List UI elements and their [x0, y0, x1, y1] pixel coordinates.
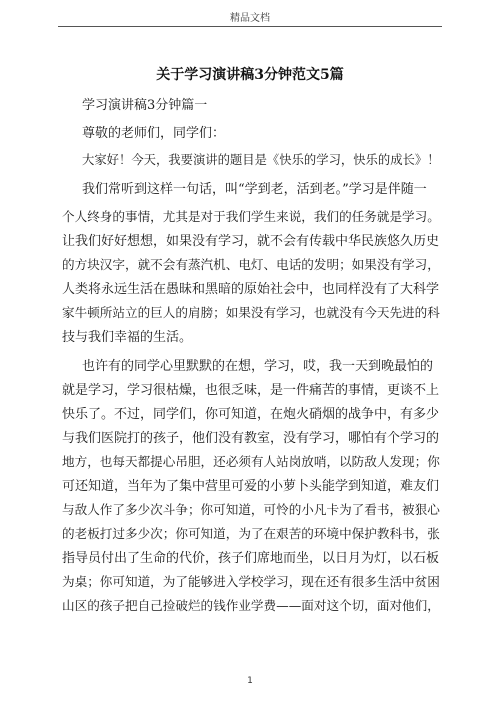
paragraph-line: 人类将永远生活在愚昧和黑暗的原始社会中，也同样没有了大科学 — [62, 282, 440, 297]
paragraph-line: 的方块汉字，就不会有蒸汽机、电灯、电话的发明；如果没有学习， — [62, 257, 440, 272]
paragraph-line: 山区的孩子把自己捡破烂的钱作业学费——面对这个切，面对他们， — [62, 598, 440, 613]
paragraph-line: 让我们好好想想，如果没有学习，就不会有传载中华民族悠久历史 — [62, 234, 440, 249]
paragraph-line: 我们常听到这样一句话，叫“学到老，活到老。”学习是伴随一 — [82, 182, 427, 197]
paragraph-line: 的老板打过多少次；你可知道，为了在艰苦的环境中保护教科书，张 — [62, 526, 440, 541]
paragraph-line: 地方，也每天都提心吊胆，还必须有人站岗放哨，以防敌人发现；你 — [62, 454, 440, 469]
paragraph-line: 尊敬的老师们，同学们： — [82, 126, 226, 141]
document-title: 关于学习演讲稿3分钟范文5篇 — [156, 67, 344, 83]
paragraph-line: 可还知道，当年为了集中营里可爱的小萝卜头能学到知道，难友们 — [62, 479, 440, 494]
paragraph-line: 技与我们幸福的生活。 — [62, 330, 193, 345]
paragraph-line: 也许有的同学心里默默的在想，学习，哎，我一天到晚最怕的 — [82, 359, 434, 374]
paragraph-line: 为桌；你可知道，为了能够进入学校学习，现在还有很多生活中贫困 — [62, 574, 440, 589]
paragraph-line: 个人终身的事情，尤其是对于我们学生来说，我们的任务就是学习。 — [62, 209, 440, 224]
paragraph-line: 指导员付出了生命的代价，孩子们席地而坐，以日月为灯，以石板 — [62, 551, 440, 566]
paragraph-line: 快乐了。不过，同学们，你可知道，在炮火硝烟的战争中，有多少 — [62, 407, 440, 422]
paragraph-line: 就是学习，学习很枯燥，也很乏味，是一件痛苦的事情，更谈不上 — [62, 383, 440, 398]
paragraph-line: 与敌人作了多少次斗争；你可知道，可怜的小凡卡为了看书，被狠心 — [62, 502, 440, 517]
paragraph-line: 大家好！今天，我要演讲的题目是《快乐的学习，快乐的成长》！ — [82, 153, 440, 167]
paragraph-line: 家牛顿所站立的巨人的肩膀；如果没有学习，也就没有今天先进的科 — [62, 305, 440, 320]
header-divider — [58, 26, 442, 27]
page-number: 1 — [247, 676, 253, 686]
page-header: 精品文档 — [230, 13, 270, 24]
paragraph-line: 与我们医院打的孩子，他们没有教室，没有学习，哪怕有个学习的 — [62, 431, 440, 446]
paragraph-line: 学习演讲稿3分钟篇一 — [82, 98, 208, 113]
